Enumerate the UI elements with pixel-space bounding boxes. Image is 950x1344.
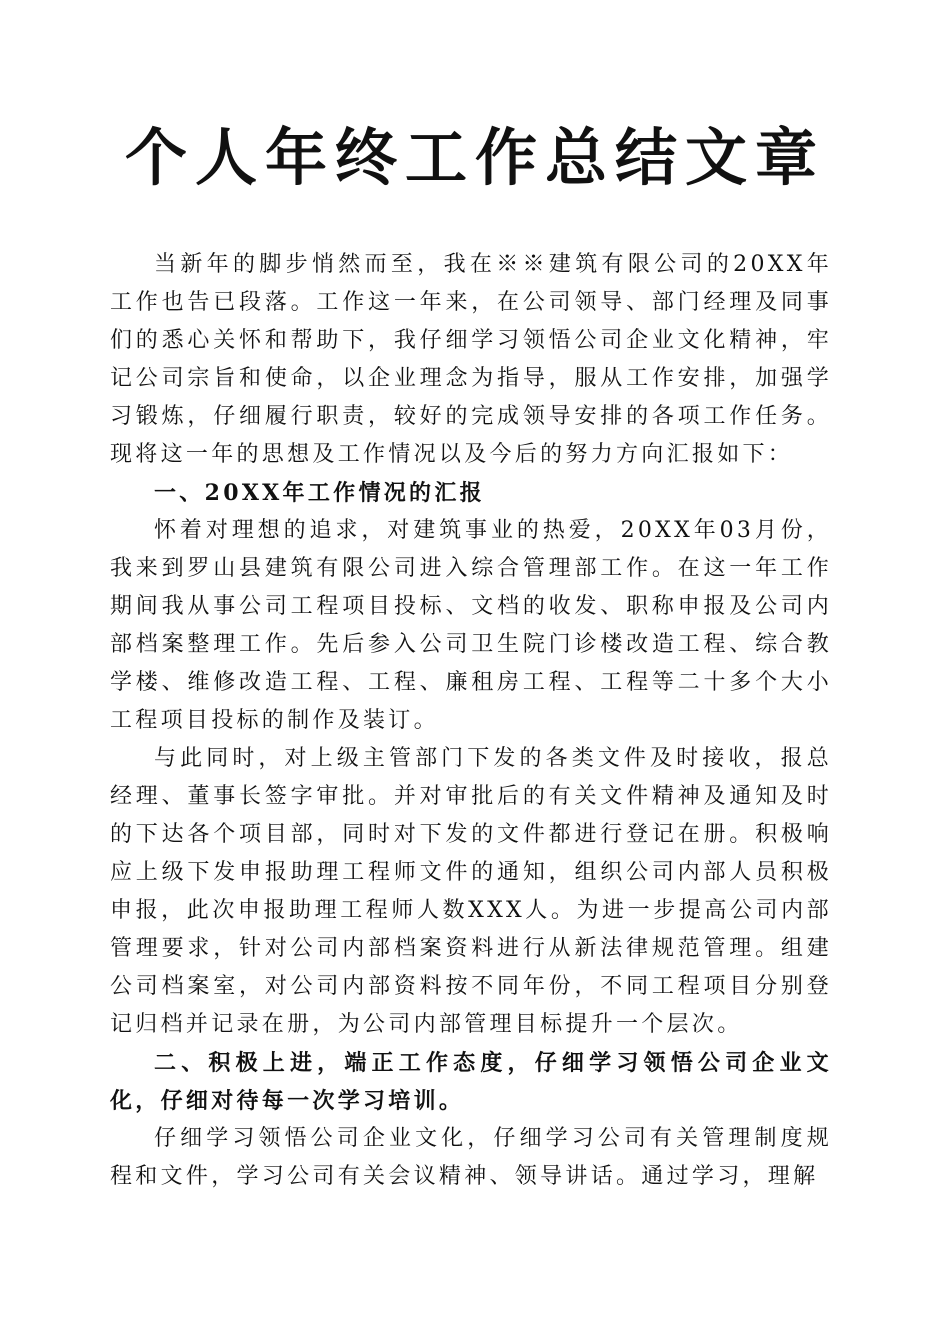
document-title: 个人年终工作总结文章 <box>124 121 825 194</box>
work-paragraph-1: 怀着对理想的追求，对建筑事业的热爱，20XX年03月份，我来到罗山县建筑有限公司进入综合管理部工作。在这一年工作期间我从事公司工程项目投标、文档的收发、职称申报及公司内部档案整理工作。先后参入公司卫生院门诊楼改造工程、综合教学楼、维修改造工程、工程、廉租房工程、工程等二十多个大小工程项目投标的制作及装订。 <box>110 518 832 733</box>
section-heading-1: 一、20XX年工作情况的汇报 <box>154 480 485 506</box>
study-paragraph: 仔细学习领悟公司企业文化，仔细学习公司有关管理制度规程和文件，学习公司有关会议精神、领导讲话。通过学习，理解 <box>110 1126 832 1189</box>
document-body <box>110 246 832 1196</box>
work-paragraph-2: 与此同时，对上级主管部门下发的各类文件及时接收，报总经理、董事长签字审批。并对审批后的有关文件精神及通知及时的下达各个项目部，同时对下发的文件都进行登记在册。积极响应上级下发申报助理工程师文件的通知，组织公司内部人员积极申报，此次申报助理工程师人数XXX人。为进一步提高公司内部管理要求，针对公司内部档案资料进行从新法律规范管理。组建公司档案室，对公司内部资料按不同年份，不同工程项目分别登记归档并记录在册，为公司内部管理目标提升一个层次。 <box>110 746 832 1037</box>
section-heading-2: 二、积极上进，端正工作态度，仔细学习领悟公司企业文化，仔细对待每一次学习培训。 <box>110 1050 832 1114</box>
intro-paragraph: 当新年的脚步悄然而至，我在※※建筑有限公司的20XX年工作也告已段落。工作这一年来，在公司领导、部门经理及同事们的悉心关怀和帮助下，我仔细学习领悟公司企业文化精神，牢记公司宗旨和使命，以企业理念为指导，服从工作安排，加强学习锻炼，仔细履行职责，较好的完成领导安排的各项工作任务。现将这一年的思想及工作情况以及今后的努力方向汇报如下： <box>110 252 832 467</box>
